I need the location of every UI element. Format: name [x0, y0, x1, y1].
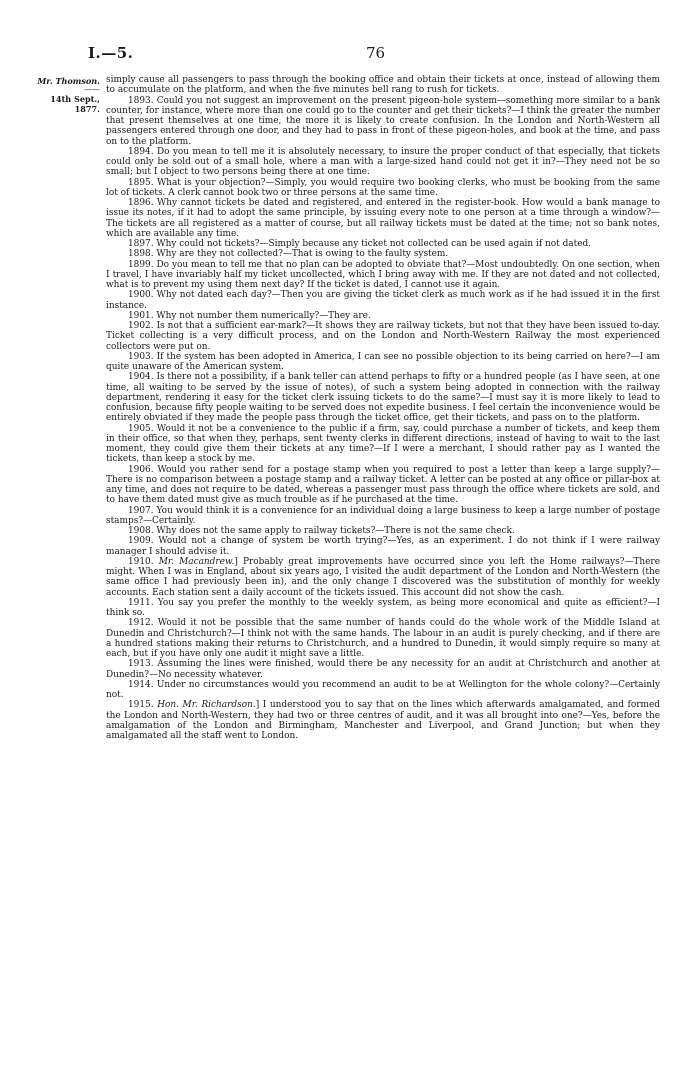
paragraph-text: 1905. Would it not be a convenience to the public if a firm, say, could purchase a number of tickets, and keep them in their office, so that when they, perhaps, sent twenty clerks in different directions, instead of having to wait to the last moment, they could give them their tickets at any time?—If I were a merchant, I should rather pay as I wanted the tickets, than keep a stock by me.	[106, 423, 660, 465]
page-number: 76	[366, 44, 386, 62]
paragraph-text: 1907. You would think it is a convenience for an individual doing a large business to keep a large number of postage stamps?—Certainly.	[106, 505, 660, 526]
paragraph-text: 1896. Why cannot tickets be dated and registered, and entered in the register-book. How would a bank manage to issue its notes, if it had to adopt the same principle, by issuing every note to one person at a time through a window?—The tickets are all registered as a matter of course, but all railway tickets must be dated at the time; not so bank notes, which are available any time.	[106, 198, 660, 239]
margin-dash: ——	[84, 85, 100, 95]
paragraph	[106, 659, 660, 680]
paragraph	[106, 198, 660, 239]
speaker-name: Mr. Macandrew.	[158, 556, 235, 567]
paragraph-text: 1906. Would you rather send for a postage stamp when you required to post a letter than keep a large supply?—There is no comparison between a postage stamp and a railway ticket. A letter can be posted at any office or pillar-box at any time, and does not require to be dated, whereas a passenger must pass through the office where tickets are sold, and to have them dated must give as much trouble as if he purchased at the time.	[106, 464, 660, 506]
paragraph-text: 1912. Would it not be possible that the same number of hands could do the whole work of the Middle Island at Dunedin and Christchurch?—I think not with the same hands. The labour in an audit is purely checking, and if there are a hundred stations making their returns to Christchurch, and a hundred to Dunedin, it would simply require so many at each, but if you have only one audit it might save a little.	[106, 618, 660, 659]
paragraph-text: 1899. Do you mean to tell me that no plan can be adopted to obviate that?—Most undoubtedly. On one section, when I travel, I have invariably half my ticket uncollected, which I bring away with me. If they are not dated and not collected, what is to prevent my using them next day? If the ticket is dated, I cannot use it again.	[106, 259, 660, 290]
paragraph	[106, 239, 660, 249]
paragraph	[106, 465, 660, 506]
paper-reference: I.—5.	[88, 44, 134, 62]
paragraph	[106, 598, 660, 619]
paragraph	[106, 147, 660, 178]
paragraph	[106, 557, 660, 598]
paragraph-text: 1898. Why are they not collected?—That is owing to the faulty system.	[128, 249, 449, 260]
margin-note	[28, 76, 100, 114]
paragraph	[106, 506, 660, 527]
paragraph	[106, 352, 660, 373]
paragraph-text: 1903. If the system has been adopted in America, I can see no possible objection to its being carried on here?—I am quite unaware of the American system.	[106, 351, 660, 372]
paragraph-text: 1897. Why could not tickets?—Simply because any ticket not collected can be used again if not dated.	[128, 239, 592, 249]
paragraph	[106, 700, 660, 741]
paragraph-text: 1901. Why not number them numerically?—They are.	[128, 310, 371, 321]
paragraph	[106, 536, 660, 557]
paragraph-text: 1909. Would not a change of system be worth trying?—Yes, as an experiment. I do not think if I were railway manager I should advise it.	[106, 536, 660, 557]
paragraph	[106, 618, 660, 659]
paragraph-text: ] Probably great improvements have occurred since you left the Home railways?—There might. When I was in England, about six years ago, I visited the audit department of the London and North-Western (the same office I had previously been in), and the only change I discovered was the substitution of monthly for weekly accounts. Each station sent a daily account of the tickets issued. This account did not show the cash.	[106, 556, 660, 598]
paragraph-text: 1914. Under no circumstances would you recommend an audit to be at Wellington for the whole colony?—Certainly not.	[106, 679, 660, 700]
paragraph	[106, 526, 660, 536]
question-number: 1910.	[128, 556, 159, 567]
paragraph-text: ] I understood you to say that on the lines which afterwards amalgamated, and formed the London and North-Western, they had two or three centres of audit, and it was all brought into one?—Yes, before the amalgamation of the London and Birmingham, Manchester and Liverpool, and Grand Junction; but when they amalgamated all the staff went to London.	[106, 700, 660, 741]
paragraph-text: 1894. Do you mean to tell me it is absolutely necessary, to insure the proper conduct of that especially, that tickets could only be sold out of a small hole, where a man with a large-sized hand could not get it in?—They need not be so small; but I object to two persons being there at one time.	[106, 146, 660, 178]
paragraph	[106, 75, 660, 96]
paragraph-text: 1913. Assuming the lines were finished, would there be any necessity for an audit at Christchurch and another at Dunedin?—No necessity whatever.	[106, 659, 660, 680]
paragraph	[106, 178, 660, 199]
paragraph	[106, 249, 660, 259]
paragraph	[106, 372, 660, 423]
paragraph-text: 1908. Why does not the same apply to railway tickets?—There is not the same check.	[128, 526, 515, 536]
paragraph-text: simply cause all passengers to pass through the booking office and obtain their tickets at once, instead of allowing them to accumulate on the platform, and when the five minutes bell rang to rush for tickets.	[106, 75, 660, 96]
paragraph	[106, 260, 660, 291]
paragraph	[106, 321, 660, 352]
paragraph	[106, 424, 660, 465]
paragraph-text: 1893. Could you not suggest an improvement on the present pigeon-hole system—something more similar to a bank counter, for instance, where more than one could go to the counter and get their tickets?—I think the greater the number that present themselves at one time, the more it is likely to create confusion. In the London and North-Western all passengers entered through one door, and they had to pass in front of these pigeon-holes, and book at the time, and pass on to the platform.	[106, 95, 660, 147]
question-number: 1915.	[128, 700, 158, 711]
paragraph-text: 1911. You say you prefer the monthly to the weekly system, as being more economical and quite as efficient?—I think so.	[106, 597, 660, 618]
paragraph-text: 1904. Is there not a possibility, if a bank teller can attend perhaps to fifty or a hundred people (as I have seen, at one time, all waiting to be served by the issue of notes), of such a system being adopted in connection with the railway department, rendering it easy for the ticket clerk issuing tickets to do the same?—I must say it is more likely to lead to confusion, because fifty people waiting to be served does not expedite business. I feel certain the inconvenience would be entirely obviated if they made the people pass through the ticket office, get their tickets, and pass on to the platform.	[106, 372, 660, 424]
paragraph	[106, 680, 660, 701]
paragraph-text: 1900. Why not dated each day?—Then you are giving the ticket clerk as much work as if he had issued it in the first instance.	[106, 290, 660, 311]
paragraph	[106, 96, 660, 147]
paragraph-text: 1895. What is your objection?—Simply, you would require two booking clerks, who must be booking from the same lot of tickets. A clerk cannot book two or three persons at the same time.	[106, 177, 660, 198]
witness-name: Mr. Thomson.	[37, 76, 100, 86]
evidence-body	[106, 75, 660, 741]
speaker-name: Hon. Mr. Richardson.	[157, 700, 256, 711]
paragraph-text: 1902. Is not that a sufficient ear-mark?—It shows they are railway tickets, but not that they have been issued to-day. Ticket collecting is a very difficult process, and on the London and North-Western Railway the most experienced collectors were put on.	[106, 321, 660, 352]
paragraph	[106, 290, 660, 311]
paragraph	[106, 311, 660, 321]
evidence-date: 14th Sept., 1877.	[50, 94, 100, 115]
